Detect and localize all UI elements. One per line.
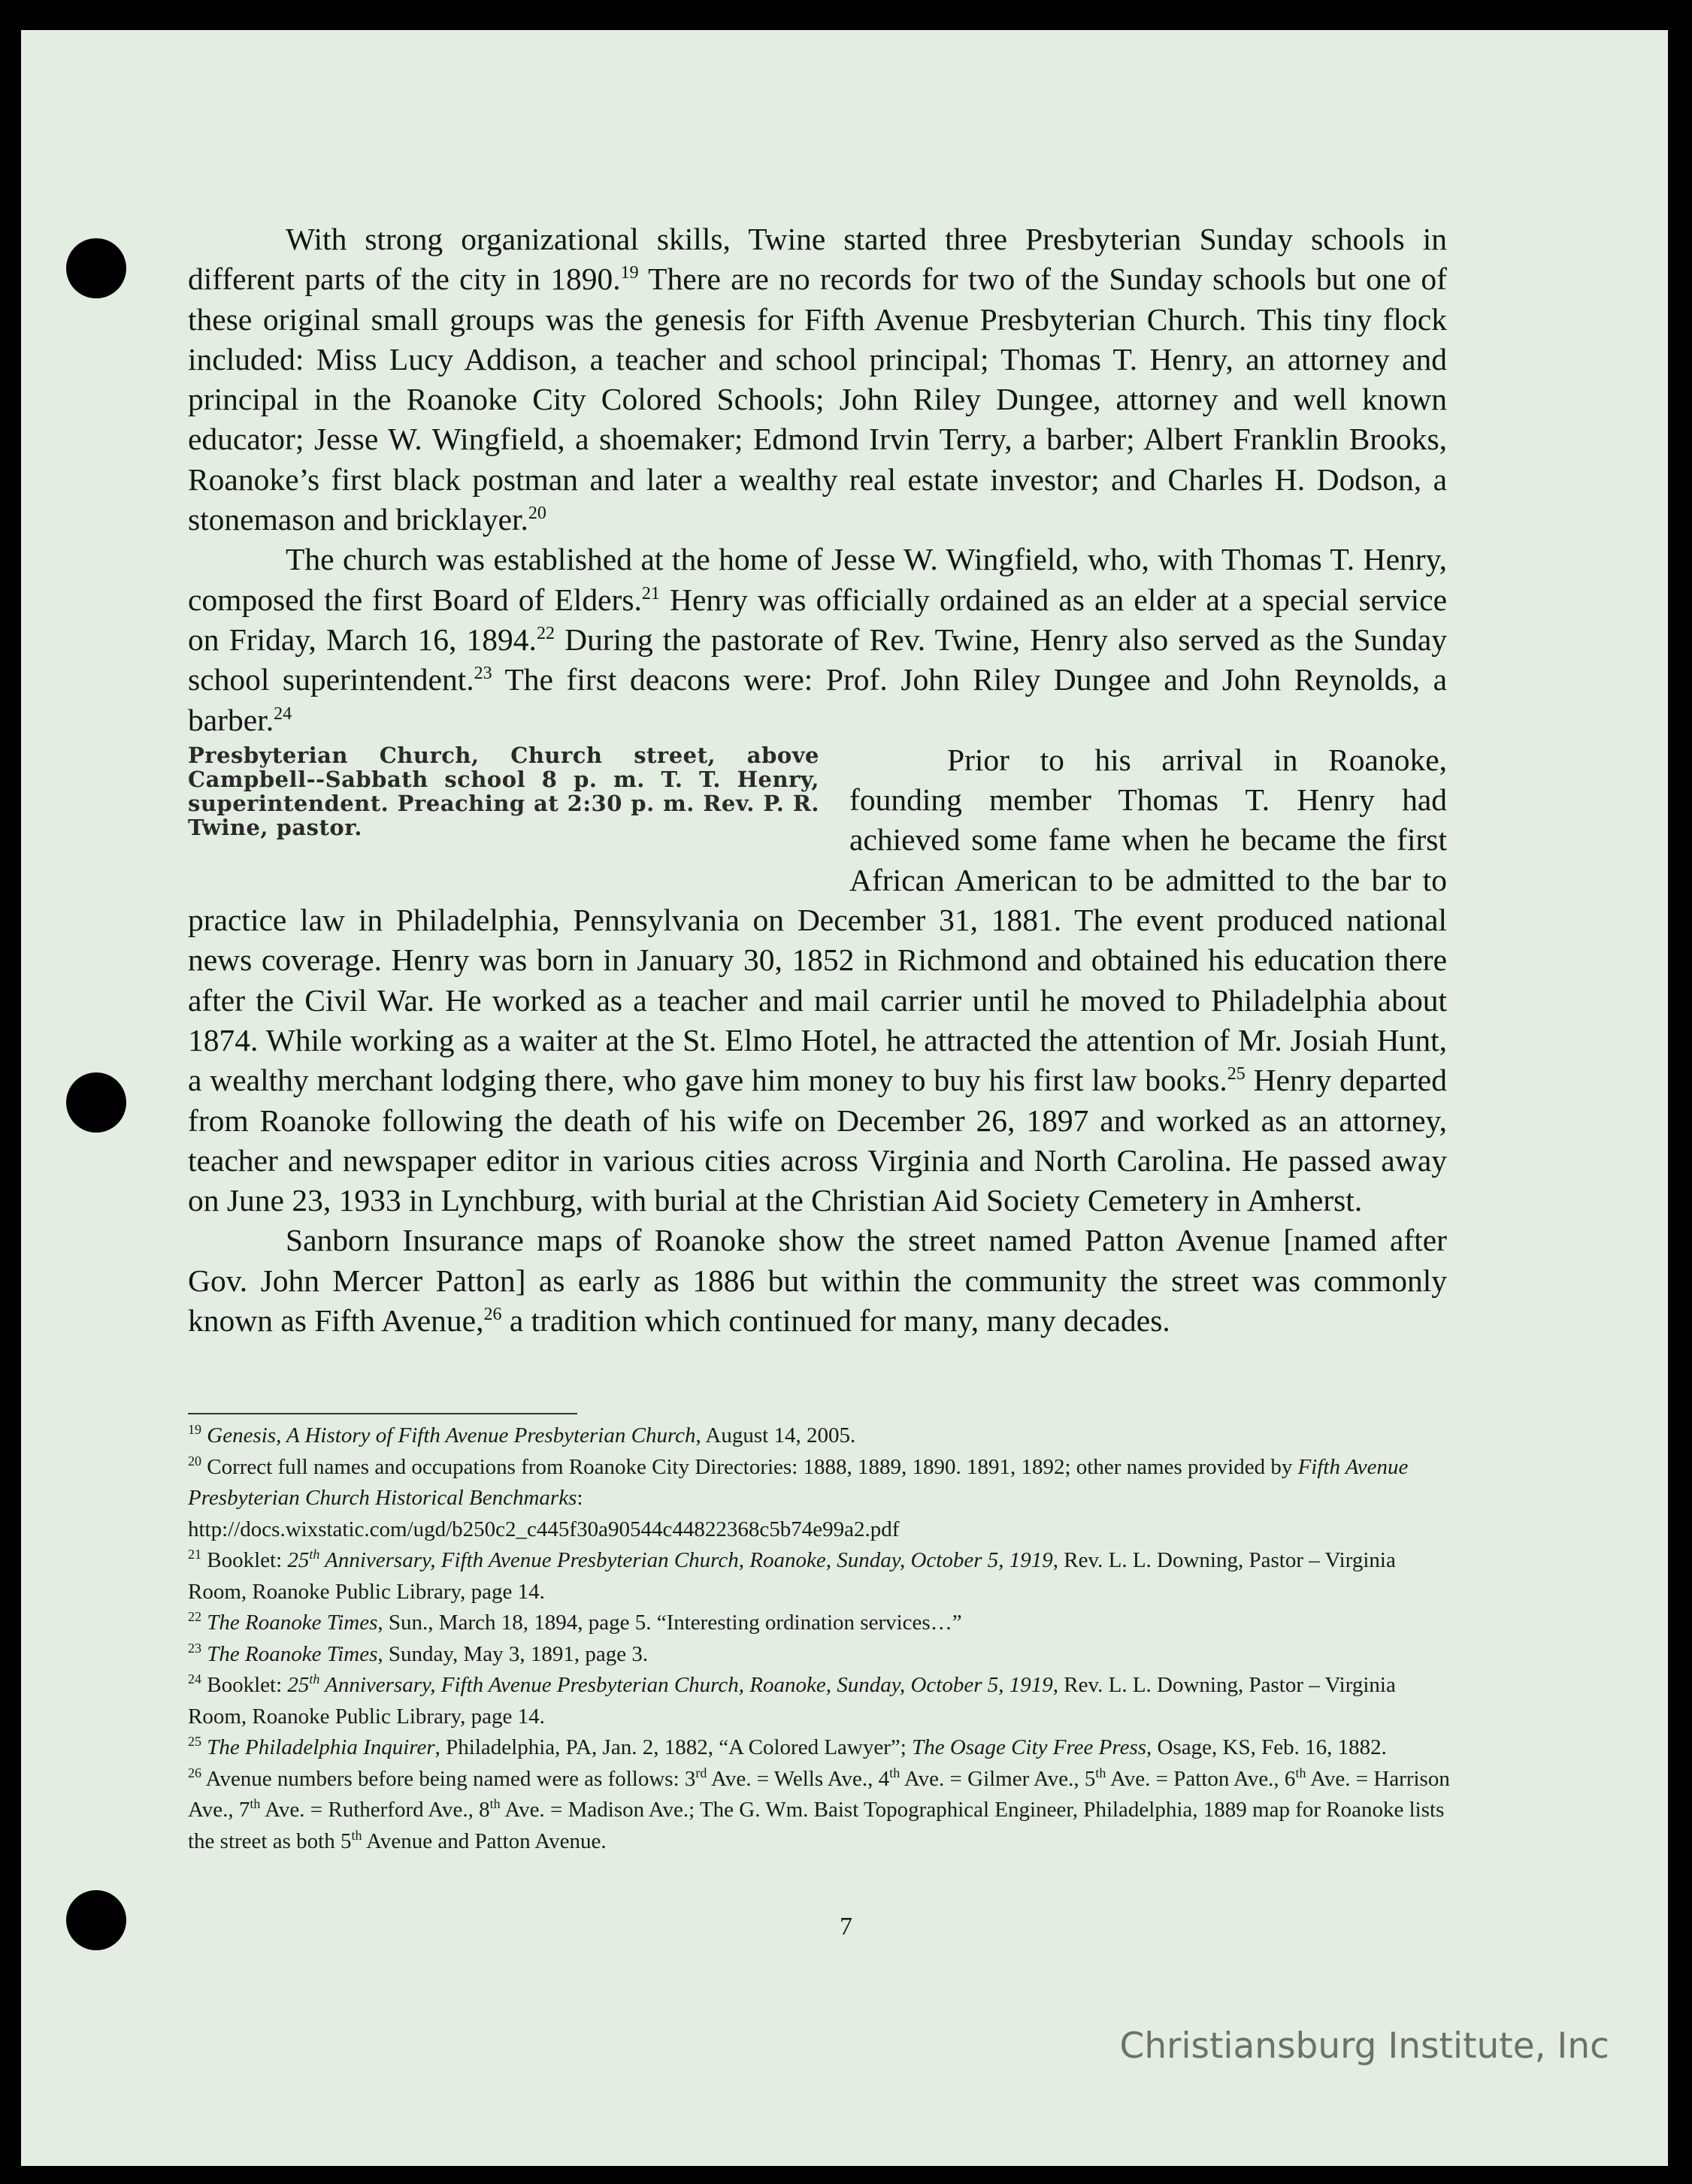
footnote-23: $^{23}$ The Roanoke Times, Sunday, May 3, 1891, page 3. [188, 1640, 649, 1666]
paragraph-2: The church was established at the home of Jesse W. Wingfield, who, with Thomas T. Henry, composed the first Board of Elders.$^{21}$ Henry was officially ordained as an elder at a special service on Friday, March 16, 1894.22 During the pastorate of Rev. Twine, Henry also served as the Sunday school superintendent.$^{23}$ The first deacons were: Prof. John Riley Dungee and John Reynolds, a barber.$^{24}$ [188, 542, 1448, 737]
footnotes [188, 1420, 1458, 1857]
footnote-22: $^{22}$ The Roanoke Times, Sun., March 18, 1894, page 5. “Interesting ordination services…” [188, 1609, 962, 1635]
main-text [188, 219, 1447, 1341]
footnote-25: $^{25}$ The Philadelphia Inquirer, Philadelphia, PA, Jan. 2, 1882, “A Colored Lawyer”; The Osage City Free Press, Osage, KS, Feb. 16, 1882. [188, 1734, 1387, 1759]
paragraph-1: With strong organizational skills, Twine started three Presbyterian Sunday schools in different parts of the city in 1890.19 There are no records for two of the Sunday schools but one of these original small groups was the genesis for Fifth Avenue Presbyterian Church. This tiny flock included: Miss Lucy Addison, a teacher and school principal; Thomas T. Henry, an attorney and principal in the Roanoke City Colored Schools; John Riley Dungee, attorney and well known educator; Jesse W. Wingfield, a shoemaker; Edmond Irvin Terry, a barber; Albert Franklin Brooks, Roanoke’s first black postman and later a wealthy real estate investor; and Charles H. Dodson, a stonemason and bricklayer.$^{20}$ [188, 222, 1447, 537]
footnote-ref: 25 [1227, 1064, 1246, 1084]
footnote-20: $^{20}$ Correct full names and occupations from Roanoke City Directories: 1888, 1889, 1890. 1891, 1892; other names provided by Fifth Avenue Presbyterian Church Historical Benchmarks: http://docs.wixstatic.com/ugd/b250c2_c445f30a90544c44822368c5b74e99a2.pdf [188, 1453, 1409, 1541]
punch-hole [66, 238, 126, 298]
footnote-24: $^{24}$ Booklet: 25th Anniversary, Fifth Avenue Presbyterian Church, Roanoke, Sunday, October 5, 1919, Rev. L. L. Downing, Pastor – Virginia Room, Roanoke Public Library, page 14. [188, 1671, 1396, 1729]
paragraph-4: Sanborn Insurance maps of Roanoke show the street named Patton Avenue [named after Gov. John Mercer Patton] as early as 1886 but within the community the street was commonly known as Fifth Avenue,$^{26}$ a tradition which continued for many, many decades. [188, 1223, 1447, 1339]
page-number: 7 [840, 1913, 852, 1940]
footnote-ref: 23 [474, 664, 492, 684]
footnote-url: http://docs.wixstatic.com/ugd/b250c2_c445f30a90544c44822368c5b74e99a2.pdf [188, 1517, 900, 1541]
footnote-ref: 21 [641, 583, 660, 603]
footnote-ref: 24 [274, 703, 292, 724]
footnote-26: $^{26}$ Avenue numbers before being named were as follows: 3rd Ave. = Wells Ave., 4th Ave. = Gilmer Ave., 5th Ave. = Patton Ave., 6th Ave. = Harrison Ave., 7th Ave. = Rutherford Ave., 8th Ave. = Madison Ave.; The G. Wm. Baist Topographical Engineer, Philadelphia, 1889 map for Roanoke lists the street as both 5th Avenue and Patton Avenue. [188, 1765, 1450, 1853]
footnote-ref: 26 [483, 1305, 502, 1325]
footnote-divider [188, 1413, 577, 1414]
paragraph-3: Presbyterian Church, Church street, above Campbell--Sabbath school 8 p. m. T. T. Henry, superintendent. Preaching at 2:30 p. m. Rev. P. R. Twine, pastor. Prior to his arrival in Roanoke, founding member Thomas T. Henry had achieved some fame when he became the first African American to be admitted to the bar to practice law in Philadelphia, Pennsylvania on December 31, 1881. The event produced national news coverage. Henry was born in January 30, 1852 in Richmond and obtained his education there after the Civil War. He worked as a teacher and mail carrier until he moved to Philadelphia about 1874. While working as a waiter at the St. Elmo Hotel, he attracted the attention of Mr. Josiah Hunt, a wealthy merchant lodging there, who gave him money to buy his first law books.$^{25}$ Henry departed from Roanoke following the death of his wife on December 26, 1897 and worked as an attorney, teacher and newspaper editor in various cities across Virginia and North Carolina. He passed away on June 23, 1933 in Lynchburg, with burial at the Christian Aid Society Cemetery in Amherst. [188, 742, 1447, 1218]
footnote-21: $^{21}$ Booklet: 25th Anniversary, Fifth Avenue Presbyterian Church, Roanoke, Sunday, October 5, 1919, Rev. L. L. Downing, Pastor – Virginia Room, Roanoke Public Library, page 14. [188, 1547, 1396, 1604]
footnote-19: $^{19}$ Genesis, A History of Fifth Avenue Presbyterian Church, August 14, 2005. [188, 1422, 856, 1447]
watermark: Christiansburg Institute, Inc [1119, 2025, 1609, 2067]
punch-hole [66, 1072, 126, 1133]
footnote-ref: 22 [536, 623, 555, 643]
newspaper-clipping: Presbyterian Church, Church street, above Campbell--Sabbath school 8 p. m. T. T. Henry, superintendent. Preaching at 2:30 p. m. Rev. P. R. Twine, pastor. [188, 742, 819, 840]
footnote-ref: 20 [528, 504, 546, 524]
footnote-ref: 19 [620, 263, 639, 283]
